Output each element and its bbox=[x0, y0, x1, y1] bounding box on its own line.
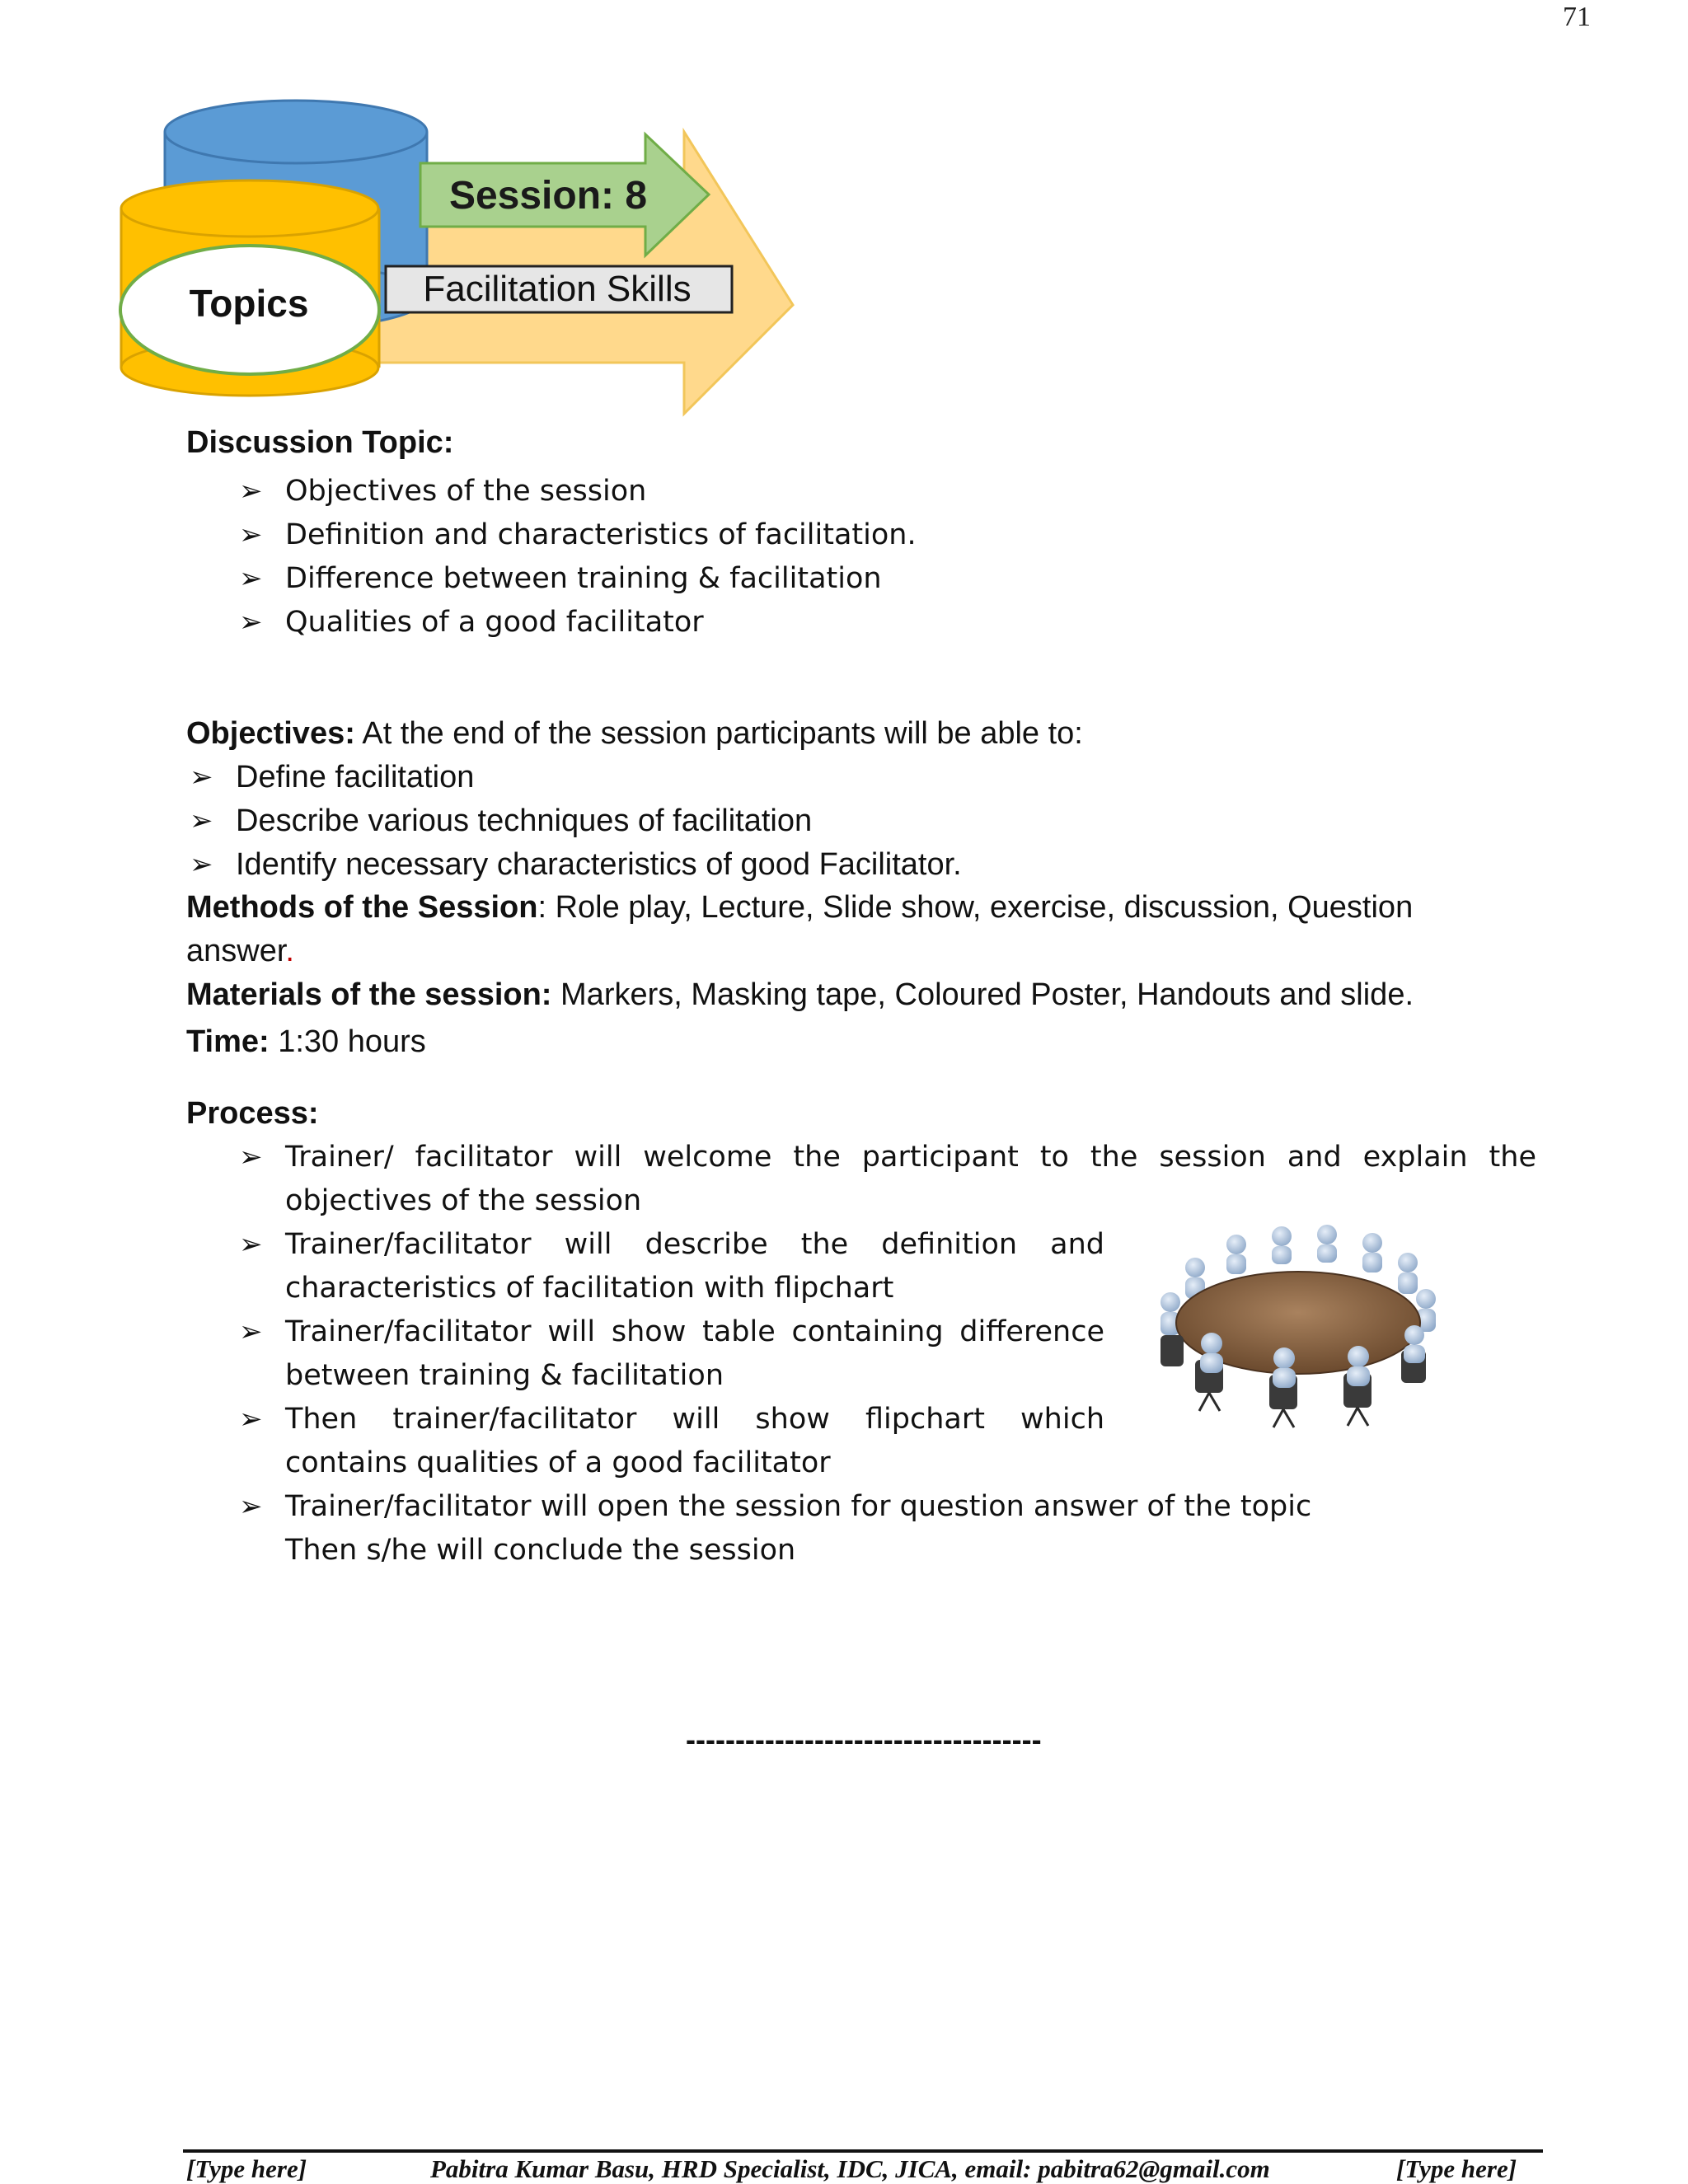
time-line bbox=[186, 1020, 426, 1064]
arrowhead-bullet-icon: ➢ bbox=[239, 1490, 263, 1523]
process-item-line: objectives of the session bbox=[285, 1184, 642, 1217]
objective-item-text: Define facilitation bbox=[236, 760, 475, 794]
methods-text-continued: answer bbox=[186, 934, 286, 968]
objectives-line bbox=[186, 712, 1083, 756]
discussion-heading: Discussion Topic: bbox=[186, 425, 454, 460]
footer-center: Pabitra Kumar Basu, HRD Specialist, IDC, JICA, email: pabitra62@gmail.com bbox=[430, 2154, 1270, 2183]
discussion-item-text: Objectives of the session bbox=[285, 475, 647, 508]
arrowhead-bullet-icon: ➢ bbox=[239, 518, 263, 551]
arrowhead-bullet-icon: ➢ bbox=[190, 804, 213, 837]
session-label: Session: 8 bbox=[448, 174, 648, 218]
discussion-topic-list bbox=[239, 470, 917, 644]
materials-text: Markers, Masking tape, Coloured Poster, Handouts and slide. bbox=[560, 977, 1414, 1012]
process-item-line: contains qualities of a good facilitator bbox=[285, 1446, 831, 1479]
list-item bbox=[239, 1223, 1104, 1310]
arrowhead-bullet-icon: ➢ bbox=[239, 606, 263, 639]
list-item bbox=[239, 470, 917, 513]
process-heading: Process: bbox=[186, 1096, 319, 1131]
list-item bbox=[186, 799, 962, 843]
arrowhead-bullet-icon: ➢ bbox=[239, 562, 263, 595]
objectives-intro: At the end of the session participants will be able to: bbox=[362, 716, 1083, 751]
process-item-line: between training & facilitation bbox=[285, 1359, 724, 1392]
session-header-graphic bbox=[0, 0, 824, 429]
materials-heading: Materials of the session: bbox=[186, 977, 552, 1012]
methods-text: : Role play, Lecture, Slide show, exercise, discussion, Question bbox=[537, 890, 1414, 925]
objective-item-text: Identify necessary characteristics of good Facilitator. bbox=[236, 847, 962, 882]
list-item bbox=[239, 1398, 1104, 1485]
arrowhead-bullet-icon: ➢ bbox=[190, 848, 213, 881]
process-item-line: characteristics of facilitation with flipchart bbox=[285, 1272, 894, 1305]
discussion-item-text: Qualities of a good facilitator bbox=[285, 606, 704, 639]
list-item bbox=[239, 1310, 1104, 1398]
topics-label: Topics bbox=[189, 282, 309, 325]
methods-heading: Methods of the Session bbox=[186, 890, 538, 925]
objective-item-text: Describe various techniques of facilitation bbox=[236, 804, 813, 838]
list-item bbox=[239, 513, 917, 557]
list-item bbox=[239, 1136, 1536, 1223]
footer-rule bbox=[183, 2149, 1543, 2153]
list-item bbox=[239, 1485, 1439, 1572]
time-heading: Time: bbox=[186, 1024, 270, 1059]
process-item-line: Then s/he will conclude the session bbox=[285, 1534, 796, 1567]
arrowhead-bullet-icon: ➢ bbox=[239, 1141, 263, 1174]
time-text: 1:30 hours bbox=[278, 1024, 426, 1059]
methods-period: . bbox=[285, 934, 294, 968]
materials-line bbox=[186, 973, 1414, 1017]
discussion-item-text: Difference between training & facilitation bbox=[285, 562, 882, 595]
round-table-meeting-icon bbox=[1146, 1220, 1451, 1434]
list-item bbox=[186, 843, 962, 887]
list-item bbox=[239, 557, 917, 601]
process-item-line: Then trainer/facilitator will show flipchart which bbox=[285, 1403, 1104, 1436]
section-divider: ------------------------------------ bbox=[686, 1722, 1042, 1756]
arrowhead-bullet-icon: ➢ bbox=[239, 475, 263, 508]
list-item bbox=[186, 756, 962, 799]
arrowhead-bullet-icon: ➢ bbox=[239, 1228, 263, 1261]
arrowhead-bullet-icon: ➢ bbox=[239, 1403, 263, 1436]
arrowhead-bullet-icon: ➢ bbox=[190, 761, 213, 794]
process-item-line: Trainer/facilitator will open the session for question answer of the topic bbox=[285, 1490, 1312, 1523]
process-item-line: Trainer/facilitator will describe the definition and bbox=[285, 1228, 1104, 1261]
objectives-list bbox=[186, 756, 962, 887]
process-item-line: Trainer/facilitator will show table containing difference bbox=[285, 1315, 1104, 1348]
objectives-heading: Objectives: bbox=[186, 716, 355, 751]
discussion-item-text: Definition and characteristics of facilitation. bbox=[285, 518, 917, 551]
process-item-line: Trainer/ facilitator will welcome the participant to the session and explain the bbox=[285, 1141, 1536, 1174]
footer-left: [Type here] bbox=[186, 2154, 307, 2183]
session-title: Facilitation Skills bbox=[423, 269, 692, 309]
page-number: 71 bbox=[1563, 2, 1591, 32]
footer-right: [Type here] bbox=[1396, 2154, 1517, 2183]
methods-paragraph bbox=[186, 886, 1489, 973]
list-item bbox=[239, 601, 917, 644]
arrowhead-bullet-icon: ➢ bbox=[239, 1315, 263, 1348]
